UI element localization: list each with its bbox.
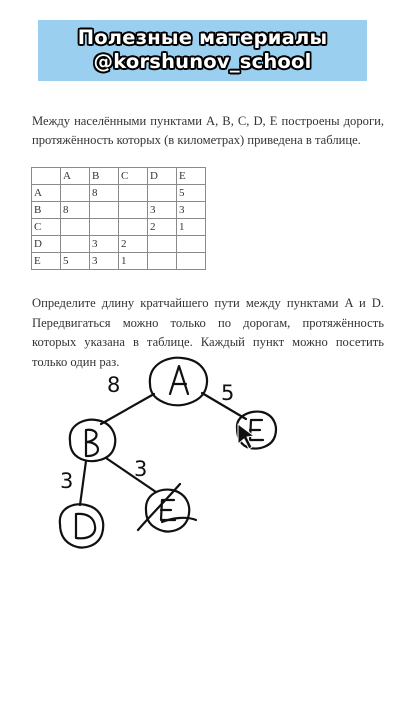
banner-handle: @korshunov_school bbox=[93, 50, 312, 73]
graph-edge-ab bbox=[101, 394, 154, 424]
table-cell: 5 bbox=[177, 185, 206, 202]
table-cell: A bbox=[61, 168, 90, 185]
table-cell: B bbox=[90, 168, 119, 185]
table-cell: 1 bbox=[177, 219, 206, 236]
table-cell: C bbox=[32, 219, 61, 236]
letter-d bbox=[76, 514, 95, 538]
letter-e-top bbox=[250, 420, 263, 440]
graph-node-d bbox=[60, 504, 103, 547]
problem-question: Определите длину кратчайшего пути между пунктами A и D. Передвигаться можно только по дорогам, протяжённость которых указана в таблице. Каждый пункт можно посетить только один раз. bbox=[32, 296, 384, 369]
table-cell: 3 bbox=[90, 236, 119, 253]
table-cell: 3 bbox=[90, 253, 119, 270]
edge-label: 3 bbox=[134, 457, 148, 481]
table-cell: E bbox=[32, 253, 61, 270]
graph-node-a bbox=[150, 358, 207, 406]
edge-label: 8 bbox=[107, 373, 121, 397]
table-cell: D bbox=[148, 168, 177, 185]
table-cell: A bbox=[32, 185, 61, 202]
table-cell: B bbox=[32, 202, 61, 219]
letter-a bbox=[170, 366, 188, 394]
table-cell: 2 bbox=[119, 236, 148, 253]
table-cell: 1 bbox=[119, 253, 148, 270]
table-cell: 8 bbox=[90, 185, 119, 202]
edge-label: 3 bbox=[60, 469, 74, 493]
table-cell: 3 bbox=[148, 202, 177, 219]
table-cell: 3 bbox=[177, 202, 206, 219]
table-cell: D bbox=[32, 236, 61, 253]
table-cell: C bbox=[119, 168, 148, 185]
banner-title: Полезные материалы bbox=[77, 26, 328, 49]
graph-edge-be bbox=[106, 458, 156, 492]
problem-intro: Между населёнными пунктами A, B, C, D, E построены дороги, протяжённость которых (в километрах) приведена в таблице. bbox=[32, 114, 384, 147]
table-cell: E bbox=[177, 168, 206, 185]
table-cell: 2 bbox=[148, 219, 177, 236]
letter-b bbox=[86, 430, 98, 456]
table-cell: 5 bbox=[61, 253, 90, 270]
graph-edge-bd bbox=[80, 461, 86, 505]
edge-label: 5 bbox=[221, 381, 235, 405]
table-cell: 8 bbox=[61, 202, 90, 219]
